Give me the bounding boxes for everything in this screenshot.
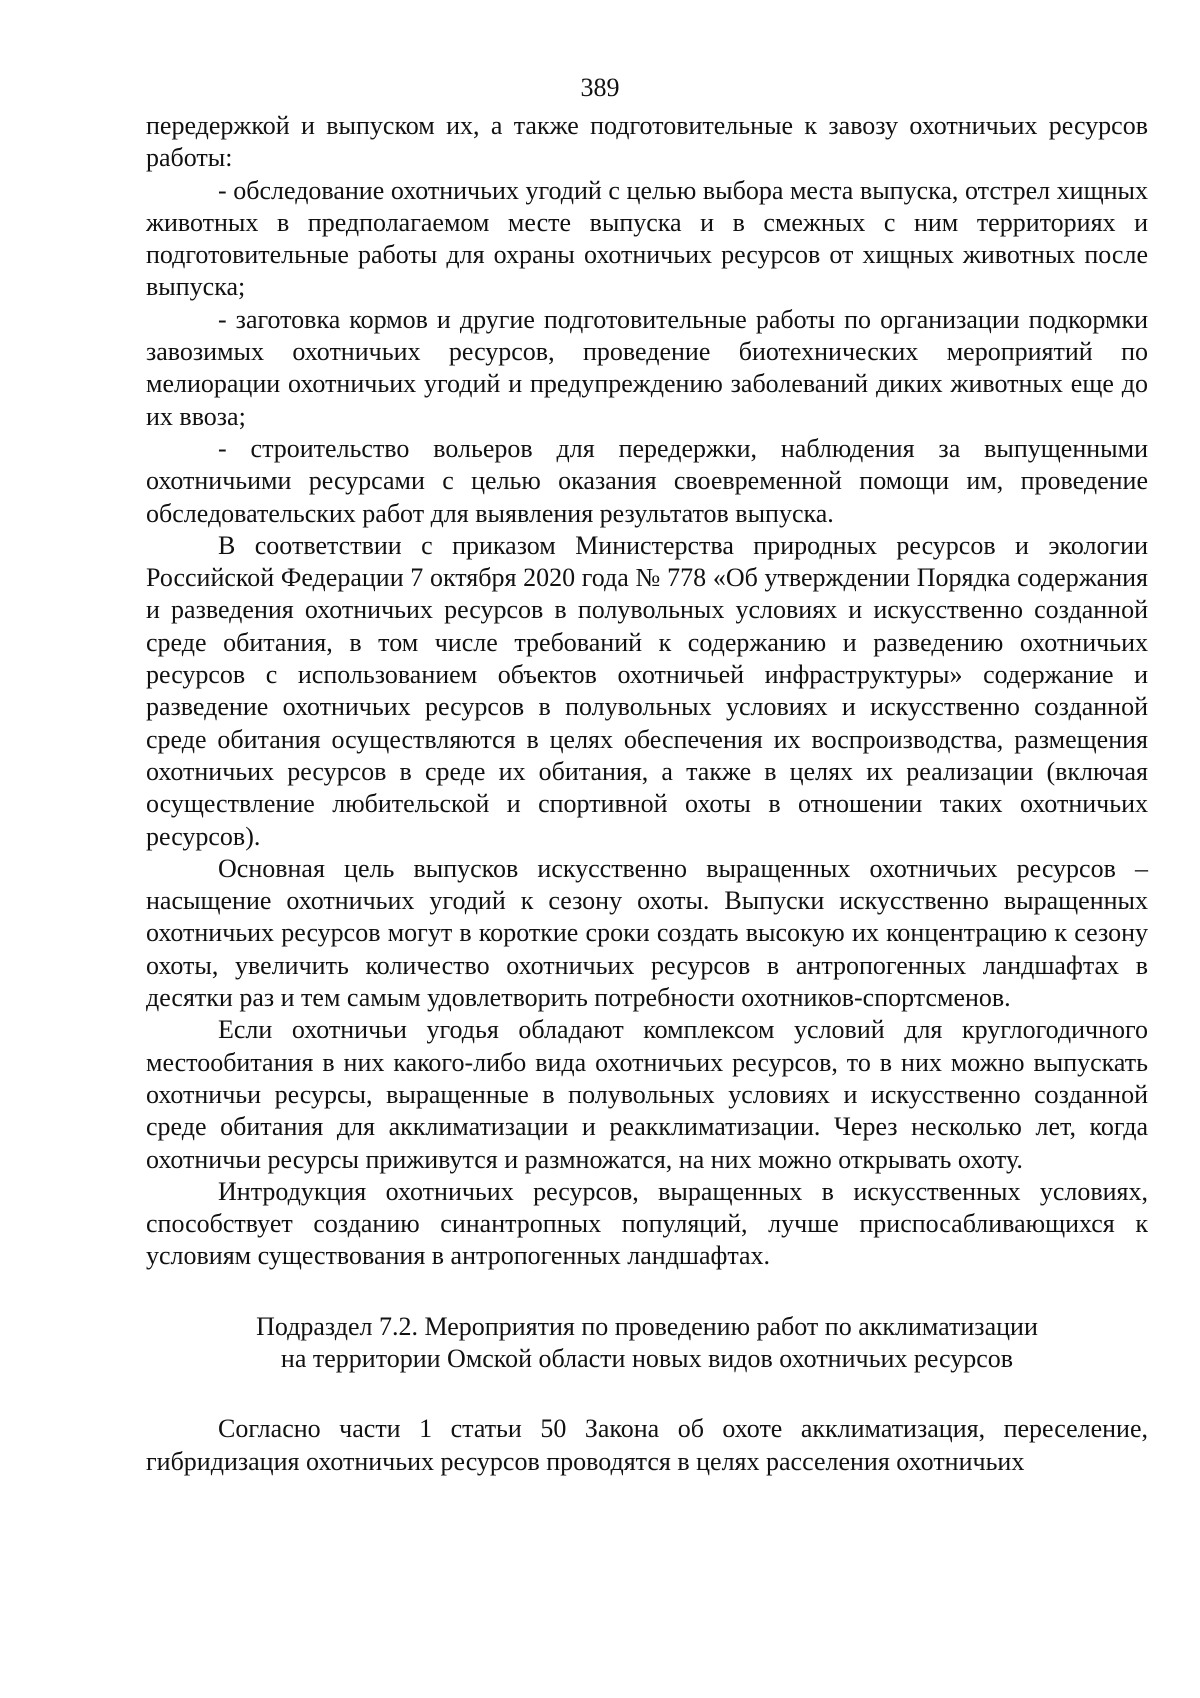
paragraph: Основная цель выпусков искусственно выращенных охотничьих ресурсов – насыщение охотничьих угодий к сезону охоты. Выпуски искусственно выращенных охотничьих ресурсов могут в короткие сроки создать высокую их концентрацию к сезону охоты, увеличить количество охотничьих ресурсов в антропогенных ландшафтах в десятки раз и тем самым удовлетворить потребности охотников-спортсменов. (146, 853, 1148, 1013)
page-number: 389 (580, 73, 620, 102)
paragraph: В соответствии с приказом Министерства природных ресурсов и экологии Российской Федерации 7 октября 2020 года № 778 «Об утверждении Порядка содержания и разведения охотничьих ресурсов в полувольных условиях и искусственно созданной среде обитания, в том числе требований к содержанию и разведению охотничьих ресурсов с использованием объектов охотничьей инфраструктуры» содержание и разведение охотничьих ресурсов в полувольных условиях и искусственно созданной среде обитания осуществляются в целях обеспечения их воспроизводства, размещения охотничьих ресурсов в среде их обитания, а также в целях их реализации (включая осуществление любительской и спортивной охоты в отношении таких охотничьих ресурсов). (146, 530, 1148, 851)
paragraph: Если охотничьи угодья обладают комплексом условий для круглогодичного местообитания в них какого-либо вида охотничьих ресурсов, то в них можно выпускать охотничьи ресурсы, выращенные в полувольных условиях и искусственно созданной среде обитания для акклиматизации и реакклиматизации. Через несколько лет, когда охотничьи ресурсы приживутся и размножатся, на них можно открывать охоту. (146, 1015, 1148, 1174)
body-text-before-heading (146, 110, 1148, 1273)
paragraph: - строительство вольеров для передержки, наблюдения за выпущенными охотничьими ресурсами с целью оказания своевременной помощи им, проведение обследовательских работ для выявления результатов выпуска. (146, 433, 1148, 528)
section-heading (146, 1311, 1148, 1376)
section-heading-line-2: на территории Омской области новых видов охотничьих ресурсов (280, 1343, 1014, 1373)
paragraph: - обследование охотничьих угодий с целью выбора места выпуска, отстрел хищных животных в предполагаемом месте выпуска и в смежных с ним территориях и подготовительные работы для охраны охотничьих ресурсов от хищных животных после выпуска; (146, 175, 1148, 302)
paragraph: Интродукция охотничьих ресурсов, выращенных в искусственных условиях, способствует созданию синантропных популяций, лучше приспосабливающихся к условиям существования в антропогенных ландшафтах. (146, 1176, 1148, 1271)
document-body (146, 110, 1148, 1478)
body-text-after-heading (146, 1413, 1148, 1478)
paragraph: Согласно части 1 статьи 50 Закона об охоте акклиматизация, переселение, гибридизация охотничьих ресурсов проводятся в целях расселения охотничьих (146, 1414, 1148, 1476)
paragraph: - заготовка кормов и другие подготовительные работы по организации подкормки завозимых охотничьих ресурсов, проведение биотехнических мероприятий по мелиорации охотничьих угодий и предупреждению заболеваний диких животных еще до их ввоза; (146, 304, 1148, 431)
paragraph: передержкой и выпуском их, а также подготовительные к завозу охотничьих ресурсов работы: (146, 111, 1148, 173)
section-heading-line-1: Подраздел 7.2. Мероприятия по проведению работ по акклиматизации (256, 1311, 1038, 1341)
